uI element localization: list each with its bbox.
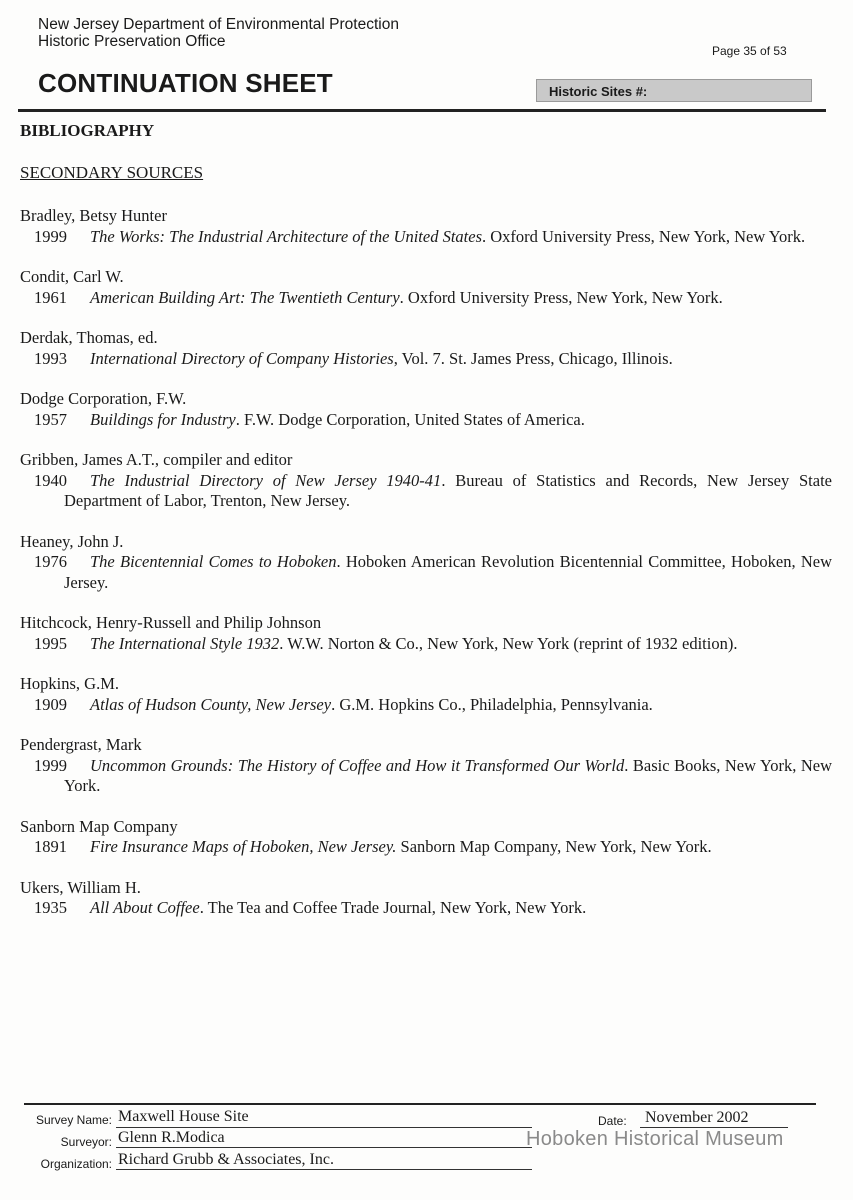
entry-publisher: . Basic Books, New York, New York.: [64, 755, 832, 795]
entry-author: Hitchcock, Henry-Russell and Philip Johnson: [20, 613, 322, 632]
entry-publisher: , Vol. 7. St. James Press, Chicago, Illinois.: [393, 348, 673, 368]
surveyor-value: Glenn R.Modica: [118, 1129, 225, 1146]
bibliography-list: [20, 206, 832, 939]
survey-name-value: Maxwell House Site: [118, 1108, 249, 1125]
bibliography-entry: [20, 532, 832, 594]
entry-citation: [20, 898, 832, 919]
agency-line-2: Historic Preservation Office: [38, 33, 226, 50]
entry-year: 1940: [34, 470, 67, 490]
organization-value: Richard Grubb & Associates, Inc.: [118, 1151, 334, 1168]
entry-title: Atlas of Hudson County, New Jersey: [90, 694, 332, 714]
entry-author: Dodge Corporation, F.W.: [20, 389, 187, 408]
entry-year: 1993: [34, 348, 67, 368]
entry-year: 1995: [34, 633, 67, 653]
entry-citation: [20, 410, 832, 431]
entry-citation: [20, 471, 832, 512]
entry-title: The Works: The Industrial Architecture of the United States: [90, 226, 482, 246]
entry-title: Buildings for Industry: [90, 409, 236, 429]
entry-publisher: . Oxford University Press, New York, New York.: [482, 226, 806, 246]
bibliography-entry: [20, 450, 832, 512]
secondary-sources-heading: SECONDARY SOURCES: [20, 163, 204, 182]
survey-name-label: Survey Name:: [35, 1113, 112, 1127]
entry-publisher: Sanborn Map Company, New York, New York.: [396, 837, 712, 856]
entry-citation: [20, 837, 832, 858]
bibliography-entry: [20, 878, 832, 919]
historic-sites-box: [536, 79, 812, 102]
entry-title: The International Style 1932: [90, 633, 280, 653]
entry-title: Uncommon Grounds: The History of Coffee and How it Transformed Our World: [90, 755, 625, 775]
entry-author: Hopkins, G.M.: [20, 674, 120, 693]
entry-title: International Directory of Company Histories: [90, 348, 394, 368]
entry-citation: [20, 288, 832, 309]
bibliography-entry: [20, 267, 832, 308]
entry-year: 1891: [34, 837, 67, 856]
entry-citation: [20, 756, 832, 797]
bibliography-entry: [20, 674, 832, 715]
entry-publisher: . F.W. Dodge Corporation, United States of America.: [235, 409, 585, 429]
surveyor-line: [116, 1147, 532, 1148]
entry-citation: [20, 695, 832, 716]
footer-divider: [24, 1103, 816, 1105]
entry-author: Pendergrast, Mark: [20, 735, 142, 754]
agency-line-1: New Jersey Department of Environmental Protection: [38, 16, 399, 33]
entry-author: Condit, Carl W.: [20, 267, 124, 286]
agency-name: [38, 16, 399, 50]
entry-year: 1976: [34, 552, 67, 571]
bibliography-heading: BIBLIOGRAPHY: [20, 121, 155, 140]
entry-publisher: . W.W. Norton & Co., New York, New York (reprint of 1932 edition).: [279, 633, 738, 653]
bibliography-entry: [20, 735, 832, 797]
entry-author: Derdak, Thomas, ed.: [20, 328, 158, 347]
header-divider: [18, 109, 826, 112]
entry-author: Heaney, John J.: [20, 531, 124, 551]
historic-sites-label: Historic Sites #:: [549, 84, 648, 99]
entry-publisher: . Hoboken American Revolution Bicentennial Committee, Hoboken, New Jersey.: [64, 552, 832, 592]
entry-title: All About Coffee: [90, 898, 200, 917]
bibliography-entry: [20, 389, 832, 430]
entry-year: 1999: [34, 226, 67, 246]
entry-author: Ukers, William H.: [20, 877, 141, 897]
entry-title: American Building Art: The Twentieth Century: [90, 287, 400, 307]
entry-publisher: . Oxford University Press, New York, New York.: [399, 287, 723, 307]
surveyor-label: Surveyor:: [60, 1135, 112, 1149]
sheet-title: CONTINUATION SHEET: [38, 68, 333, 98]
entry-citation: [20, 552, 832, 593]
entry-citation: [20, 349, 832, 370]
museum-watermark: Hoboken Historical Museum: [526, 1128, 784, 1150]
bibliography-entry: [20, 328, 832, 369]
entry-year: 1961: [34, 287, 67, 307]
entry-title: The Bicentennial Comes to Hoboken: [90, 552, 337, 571]
entry-citation: [20, 227, 832, 248]
entry-author: Sanborn Map Company: [20, 816, 178, 836]
bibliography-entry: [20, 613, 832, 654]
entry-title: Fire Insurance Maps of Hoboken, New Jersey.: [90, 837, 397, 856]
survey-name-line: [116, 1127, 532, 1128]
bibliography-entry: [20, 817, 832, 858]
bibliography-entry: [20, 206, 832, 247]
organization-label: Organization:: [40, 1157, 112, 1171]
date-value: November 2002: [645, 1109, 749, 1126]
entry-year: 1909: [34, 694, 67, 714]
page-number: Page 35 of 53: [712, 44, 787, 58]
entry-title: The Industrial Directory of New Jersey 1940-41: [90, 470, 442, 490]
entry-year: 1957: [34, 409, 67, 429]
entry-author: Bradley, Betsy Hunter: [20, 206, 167, 225]
entry-publisher: . The Tea and Coffee Trade Journal, New York, New York.: [199, 898, 587, 917]
date-label: Date:: [598, 1114, 627, 1128]
entry-year: 1935: [34, 898, 67, 917]
entry-citation: [20, 634, 832, 655]
entry-publisher: . Bureau of Statistics and Records, New Jersey State Department of Labor, Trenton, New Jersey.: [64, 470, 832, 510]
entry-author: Gribben, James A.T., compiler and editor: [20, 450, 293, 469]
entry-year: 1999: [34, 755, 67, 775]
entry-publisher: . G.M. Hopkins Co., Philadelphia, Pennsylvania.: [331, 694, 653, 714]
organization-line: [116, 1169, 532, 1170]
